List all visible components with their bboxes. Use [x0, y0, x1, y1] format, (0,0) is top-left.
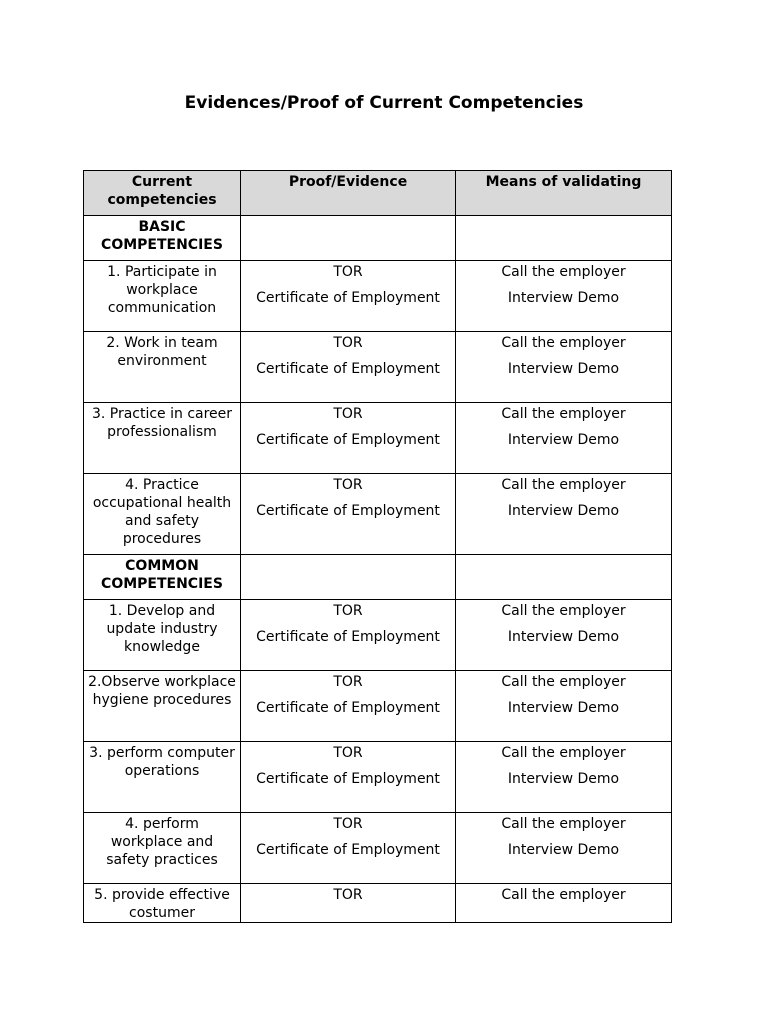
- means-line: Interview Demo: [507, 361, 620, 377]
- proof-line: TOR: [333, 477, 363, 493]
- means-cell: [456, 813, 672, 884]
- proof-cell: [241, 474, 456, 555]
- proof-line: Certificate of Employment: [256, 842, 440, 858]
- means-line: Call the employer: [501, 406, 626, 422]
- means-cell: [456, 742, 672, 813]
- proof-cell: [241, 884, 456, 923]
- means-cell: [456, 671, 672, 742]
- competency-cell: 4. perform workplace and safety practices: [84, 813, 241, 884]
- proof-line: Certificate of Employment: [256, 700, 440, 716]
- means-cell: [456, 600, 672, 671]
- means-cell: [456, 261, 672, 332]
- means-cell: [456, 403, 672, 474]
- proof-cell: [241, 600, 456, 671]
- competency-cell: 3. Practice in career professionalism: [84, 403, 241, 474]
- means-cell: [456, 474, 672, 555]
- proof-cell: [241, 403, 456, 474]
- means-line: Call the employer: [501, 887, 626, 903]
- header-means-of-validating: Means of validating: [456, 171, 672, 216]
- means-cell: [456, 332, 672, 403]
- proof-cell: [241, 332, 456, 403]
- table-header-row: [84, 171, 672, 216]
- proof-line: TOR: [333, 335, 363, 351]
- table-row: [84, 884, 672, 923]
- table-row: [84, 332, 672, 403]
- proof-line: Certificate of Employment: [256, 432, 440, 448]
- table-row: [84, 813, 672, 884]
- means-line: Call the employer: [501, 603, 626, 619]
- proof-line: Certificate of Employment: [256, 361, 440, 377]
- proof-line: TOR: [333, 406, 363, 422]
- proof-line: Certificate of Employment: [256, 771, 440, 787]
- means-line: Interview Demo: [507, 503, 620, 519]
- means-line: Call the employer: [501, 674, 626, 690]
- empty-cell: [241, 216, 456, 261]
- proof-line: Certificate of Employment: [256, 629, 440, 645]
- competency-table: [83, 170, 672, 923]
- proof-cell: [241, 671, 456, 742]
- competency-cell: 1. Participate in workplace communication: [84, 261, 241, 332]
- proof-line: TOR: [333, 674, 363, 690]
- competency-cell: 3. perform computer operations: [84, 742, 241, 813]
- competency-cell: 2. Work in team environment: [84, 332, 241, 403]
- means-line: Interview Demo: [507, 290, 620, 306]
- means-line: Call the employer: [501, 816, 626, 832]
- means-line: Interview Demo: [507, 700, 620, 716]
- empty-cell: [241, 555, 456, 600]
- competency-cell: 4. Practice occupational health and safety procedures: [84, 474, 241, 555]
- empty-cell: [456, 216, 672, 261]
- means-line: Interview Demo: [507, 771, 620, 787]
- proof-cell: [241, 813, 456, 884]
- section-row: [84, 216, 672, 261]
- proof-line: TOR: [333, 603, 363, 619]
- table-row: [84, 474, 672, 555]
- section-label: BASIC COMPETENCIES: [84, 216, 241, 261]
- empty-cell: [456, 555, 672, 600]
- competency-cell: 5. provide effective costumer: [84, 884, 241, 923]
- table-row: [84, 671, 672, 742]
- header-proof-evidence: Proof/Evidence: [241, 171, 456, 216]
- proof-line: TOR: [333, 816, 363, 832]
- proof-line: Certificate of Employment: [256, 503, 440, 519]
- section-row: [84, 555, 672, 600]
- means-line: Interview Demo: [507, 432, 620, 448]
- means-cell: [456, 884, 672, 923]
- means-line: Call the employer: [501, 477, 626, 493]
- section-label: COMMON COMPETENCIES: [84, 555, 241, 600]
- proof-line: Certificate of Employment: [256, 290, 440, 306]
- competency-cell: 2.Observe workplace hygiene procedures: [84, 671, 241, 742]
- table-row: [84, 600, 672, 671]
- means-line: Call the employer: [501, 264, 626, 280]
- table-row: [84, 261, 672, 332]
- proof-cell: [241, 261, 456, 332]
- proof-cell: [241, 742, 456, 813]
- means-line: Call the employer: [501, 335, 626, 351]
- proof-line: TOR: [333, 745, 363, 761]
- header-current-competencies: Current competencies: [84, 171, 241, 216]
- competency-cell: 1. Develop and update industry knowledge: [84, 600, 241, 671]
- means-line: Interview Demo: [507, 629, 620, 645]
- page-title: Evidences/Proof of Current Competencies: [184, 93, 584, 113]
- table-row: [84, 742, 672, 813]
- means-line: Call the employer: [501, 745, 626, 761]
- means-line: Interview Demo: [507, 842, 620, 858]
- table-row: [84, 403, 672, 474]
- proof-line: TOR: [333, 887, 363, 903]
- proof-line: TOR: [333, 264, 363, 280]
